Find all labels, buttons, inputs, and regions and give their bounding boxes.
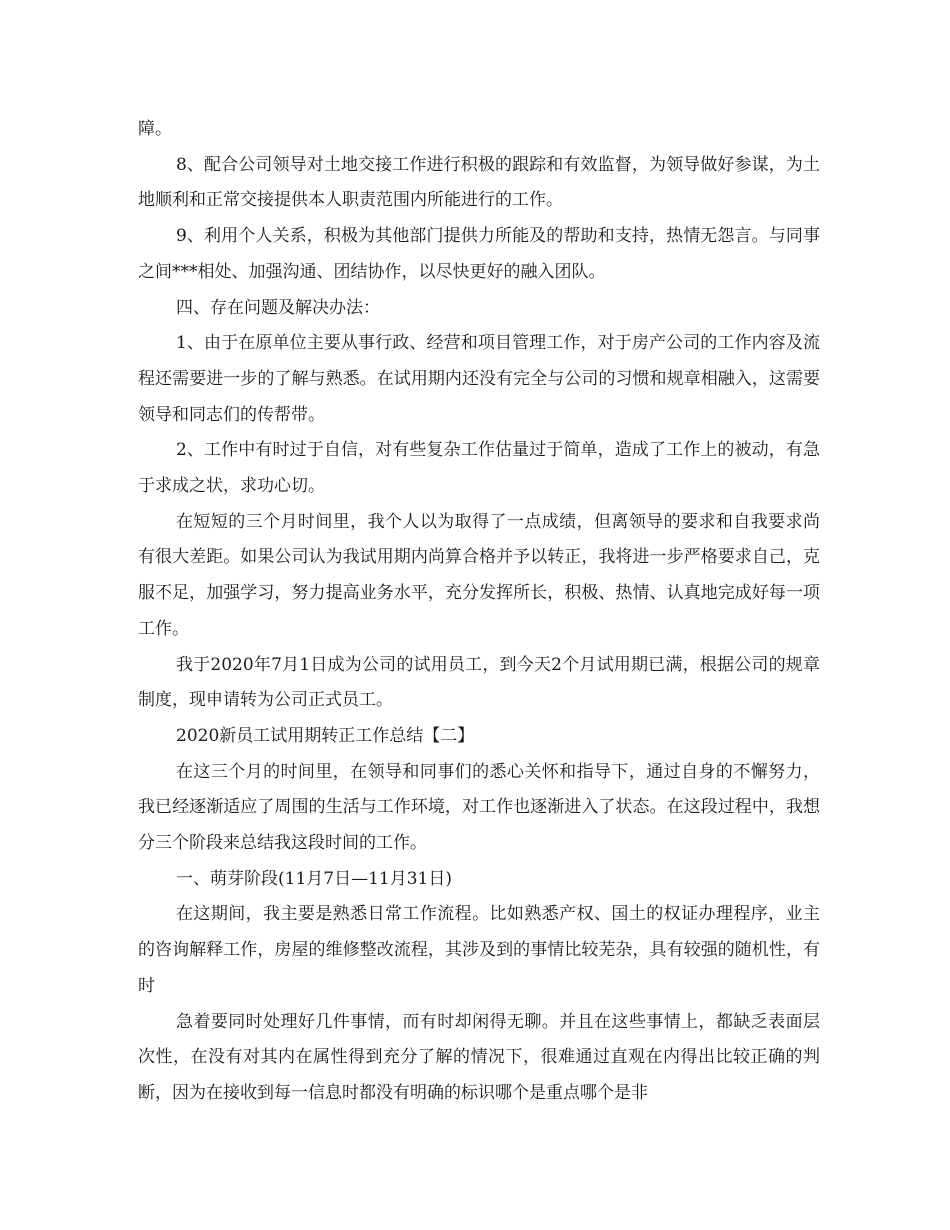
section-heading: 一、萌芽阶段(11月7日—11月31日)	[176, 868, 452, 889]
paragraph: 在这三个月的时间里，在领导和同事们的悉心关怀和指导下，通过自身的不懈努力，我已经逐渐适应了周围的生活与工作环境，对工作也逐渐进入了状态。在这段过程中，我想分三个阶段来总结我这段时间的工作。	[138, 761, 820, 854]
paragraph: 急着要同时处理好几件事情，而有时却闲得无聊。并且在这些事情上，都缺乏表面层次性，在没有对其内在属性得到充分了解的情况下，很难通过直观在内得出比较正确的判断，因为在接收到每一信息时都没有明确的标识哪个是重点哪个是非	[138, 1011, 820, 1103]
paragraph: 1、由于在原单位主要从事行政、经营和项目管理工作，对于房产公司的工作内容及流程还需要进一步的了解与熟悉。在试用期内还没有完全与公司的习惯和规章相融入，这需要领导和同志们的传帮带。	[138, 333, 820, 425]
paragraph: 在这期间，我主要是熟悉日常工作流程。比如熟悉产权、国土的权证办理程序，业主的咨询解释工作，房屋的维修整改流程，其涉及到的事情比较芜杂，具有较强的随机性，有时	[138, 904, 820, 996]
paragraph: 我于2020年7月1日成为公司的试用员工，到今天2个月试用期已满，根据公司的规章制度，现申请转为公司正式员工。	[138, 654, 820, 711]
paragraph: 2、工作中有时过于自信，对有些复杂工作估量过于简单，造成了工作上的被动，有急于求成之状，求功心切。	[138, 440, 820, 497]
paragraph: 障。	[138, 119, 172, 139]
section-heading: 四、存在问题及解决办法：	[176, 297, 380, 318]
article-title: 2020新员工试用期转正工作总结【二】	[176, 725, 475, 746]
paragraph: 在短短的三个月时间里，我个人以为取得了一点成绩，但离领导的要求和自我要求尚有很大差距。如果公司认为我试用期内尚算合格并予以转正，我将进一步严格要求自己，克服不足，加强学习，努力提高业务水平，充分发挥所长，积极、热情、认真地完成好每一项工作。	[138, 511, 820, 639]
paragraph: 8、配合公司领导对土地交接工作进行积极的跟踪和有效监督，为领导做好参谋，为土地顺利和正常交接提供本人职责范围内所能进行的工作。	[138, 154, 820, 211]
document-body	[138, 112, 820, 1112]
paragraph: 9、利用个人关系，积极为其他部门提供力所能及的帮助和支持，热情无怨言。与同事之间***相处、加强沟通、团结协作，以尽快更好的融入团队。	[138, 226, 820, 282]
